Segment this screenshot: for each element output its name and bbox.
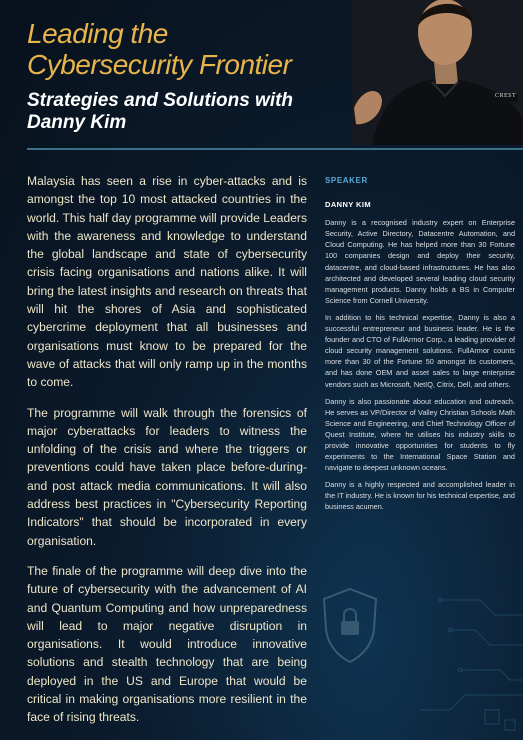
speaker-bio-paragraph-1: Danny is a recognised industry expert on Enterprise Security, Active Directory, Datacentre Automation, and Cloud Computing. He has helped more than 30 Fortune 100 companies design and deploy their security, datacentre, and cloud-based infrastructures. He has also architected and developed several leading cloud security management products. Danny holds a BS in Computer Science from Cornell University. bbox=[325, 218, 515, 305]
speaker-section bbox=[325, 175, 515, 519]
speaker-bio-paragraph-3: Danny is also passionate about education and outreach. He serves as VP/Director of Valley Christian Schools Math Science and Engineering, and Chief Technology Officer of Quest Institute, where he utilises his industry skills to provide innovative opportunities for students to fly experiments to the International Space Station and navigate to deepest unknown oceans. bbox=[325, 396, 515, 473]
description-paragraph-1: Malaysia has seen a rise in cyber-attacks and is amongst the top 10 most attacked countries in the world. This half day programme will provide Leaders with the awareness and knowledge to understand the global landscape and state of cybersecurity crisis facing organisations and nations alike. It will bring the latest insights and research on threats that will hit the shores of Asia and sophisticated cybercrime deployment that all businesses and organisations must know to be prepared for the wave of attacks that will only ramp up in the months to come. bbox=[27, 174, 307, 390]
speaker-portrait-illustration bbox=[352, 0, 523, 145]
page-subtitle: Strategies and Solutions with Danny Kim bbox=[27, 90, 294, 133]
description-paragraph-3: The finale of the programme will deep dive into the future of cybersecurity with the advancement of AI and Quantum Computing and how unpreparedness will lead to major negative disruption in organisations. It would introduce innovative solutions and stealth technology that are being deployed in the US and Europe that would be critical in making organisations more resilient in the face of rising threats. bbox=[27, 563, 307, 725]
speaker-bio-paragraph-2: In addition to his technical expertise, Danny is also a successful entrepreneur and business leader. He is the founder and CTO of FullArmor Corp., a leading provider of cloud security management solutions. FullArmor counts more than 30 of the Fortune 50 amongst its customers, and has done OEM and asset sales to large enterprise vendors such as Microsoft, NetIQ, Citrix, Dell, and others. bbox=[325, 312, 515, 389]
speaker-heading: SPEAKER bbox=[325, 176, 368, 185]
speaker-portrait bbox=[352, 0, 523, 145]
shield-icon bbox=[320, 585, 380, 665]
speaker-bio-paragraph-4: Danny is a highly respected and accomplished leader in the IT industry. He is known for his technical expertise, and business acumen. bbox=[325, 480, 515, 512]
speaker-name: DANNY KIM bbox=[325, 200, 371, 210]
description-paragraph-2: The programme will walk through the forensics of major cyberattacks for leaders to witness the unfolding of the crisis and where the triggers or preventions could have taken place before-during-and post attack media communications. It will also address best practices in "Cybersecurity Reporting Indicators" that should be incorporated in every organisation. bbox=[27, 405, 307, 548]
page-title: Leading the Cybersecurity Frontier bbox=[27, 18, 292, 80]
portrait-shirt-logo: CREST bbox=[495, 93, 517, 99]
programme-description bbox=[27, 172, 307, 739]
header-divider bbox=[27, 148, 523, 150]
